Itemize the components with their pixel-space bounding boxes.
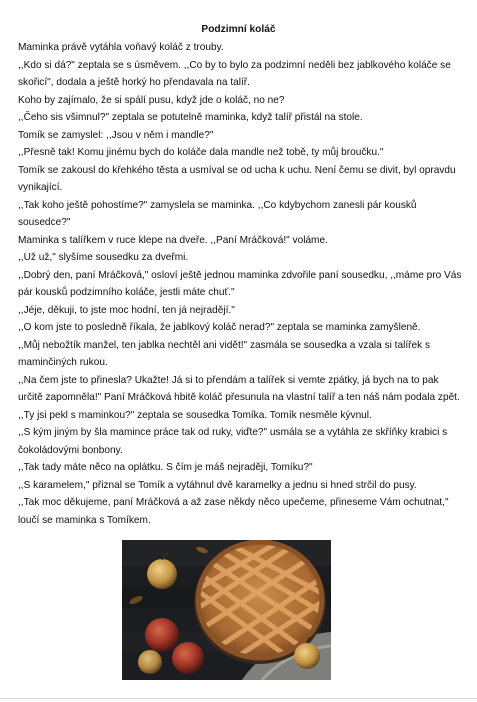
page-bottom-rule: [0, 698, 477, 699]
paragraph: ,,Kdo si dá?" zeptala se s úsměvem. ,,Co by to bylo za podzimní neděli bez jablkového koláče se skořicí", dodala a ještě horký ho přendavala na talíř.: [18, 59, 451, 88]
paragraph: Tomík se zakousl do křehkého těsta a usmíval se od ucha k uchu. Není čemu se divit, byl opravdu vynikající.: [18, 164, 456, 193]
paragraph: ,,S karamelem," přiznal se Tomík a vytáhnul dvě karamelky a jednu si hned strčil do pusy.: [18, 479, 417, 491]
paragraph: Tomík se zamyslel: ,,Jsou v něm i mandle?": [18, 129, 214, 141]
document-title: Podzimní koláč: [201, 24, 276, 35]
paragraph: ,,Dobrý den, paní Mráčková," osloví ještě jednou maminka zdvořile paní sousedku, ,,máme pro Vás pár kousků podzimního koláče, jestli máte chuť.": [18, 269, 462, 298]
paragraph: ,,Můj nebožtík manžel, ten jablka nechtěl ani vidět!" zasmála se sousedka a vzala si talířek s maminčiných rukou.: [18, 339, 431, 368]
paragraph: ,,Tak moc děkujeme, paní Mráčková a až zase někdy něco upečeme, přineseme Vám ochutnat," loučí se maminka s Tomíkem.: [18, 497, 449, 526]
paragraph: ,,Tak tady máte něco na oplátku. S čím je máš nejraději, Tomíku?": [18, 462, 313, 473]
paragraph: Maminka právě vytáhla voňavý koláč z trouby.: [18, 42, 224, 53]
paragraph: ,,O kom jste to posledně říkala, že jablkový koláč nerad?" zeptala se maminka zamyšleně.: [18, 322, 421, 333]
paragraph: ,,Ty jsi pekl s maminkou?" zeptala se sousedka Tomíka. Tomík nesměle kývnul.: [18, 409, 372, 421]
apple-pie-photo: [122, 540, 331, 680]
paragraph: Koho by zajímalo, že si spálí pusu, když jde o koláč, no ne?: [18, 94, 285, 106]
paragraph: ,,S kým jiným by šla mamince práce tak od ruky, viďte?" usmála se a vytáhla ze skříňky krabici s čokoládovými bonbony.: [18, 427, 448, 456]
paragraph: ,,Už už," slyšíme sousedku za dveřmi.: [18, 252, 189, 263]
paragraph: ,,Tak koho ještě pohostíme?" zamyslela se maminka. ,,Co kdybychom zanesli pár kousků sousedce?": [18, 199, 417, 228]
paragraph: ,,Přesně tak! Komu jinému bych do koláče dala mandle než tobě, ty můj broučku.": [18, 147, 384, 158]
pie-illustration: [122, 540, 331, 680]
paragraph: ,,Čeho sis všimnul?" zeptala se potutelně maminka, když talíř přistál na stole.: [18, 112, 363, 123]
story-text: [18, 39, 462, 529]
paragraph: ,,Jéje, děkuji, to jste moc hodní, ten já nejradějí.": [18, 304, 235, 316]
paragraph: Maminka s talířkem v ruce klepe na dveře. ,,Paní Mráčková!" voláme.: [18, 234, 328, 246]
paragraph: ,,Na čem jste to přinesla? Ukažte! Já si to přendám a talířek si vemte zpátky, já bych na to pak určitě zapomněla!" Paní Mráčková hbitě koláč přesunula na vlastní talíř a ten náš nám podala zpět.: [18, 374, 460, 403]
